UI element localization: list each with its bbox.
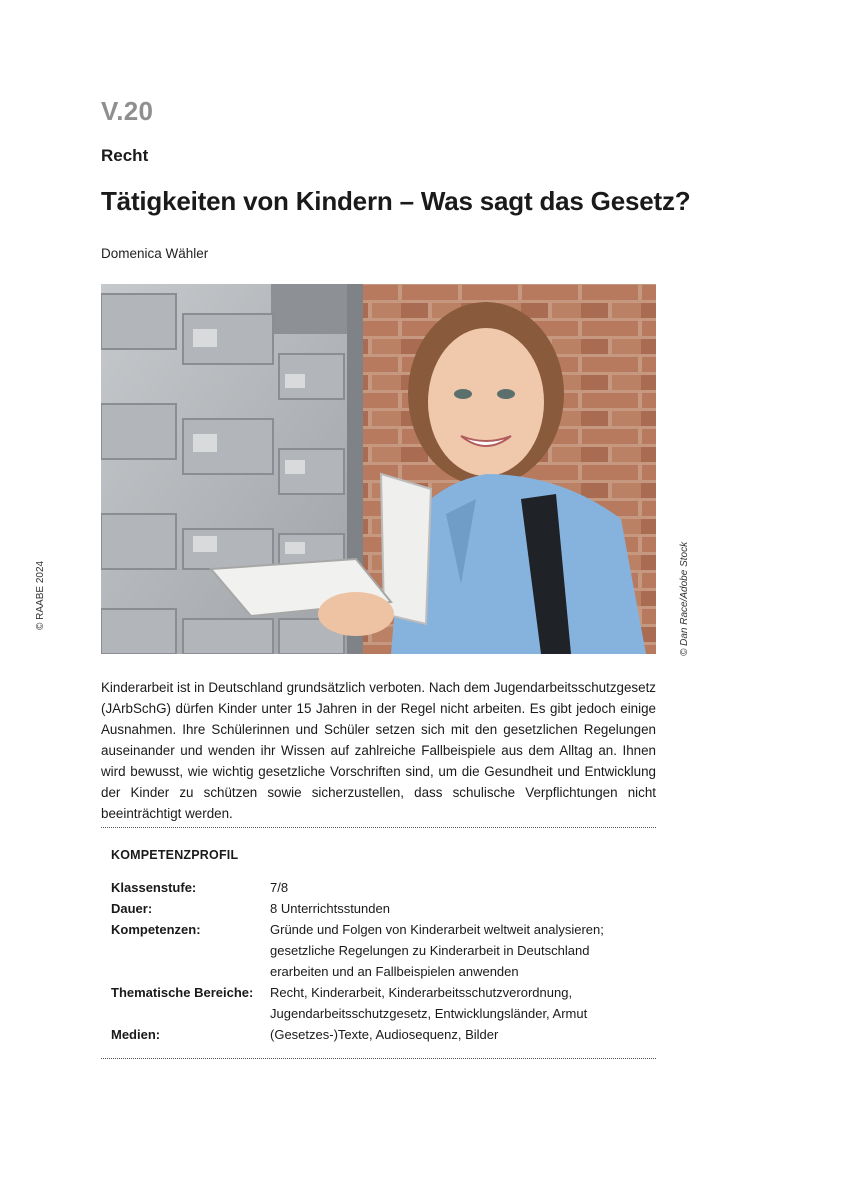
profile-value: Gründe und Folgen von Kinderarbeit weltweit analysieren; gesetzliche Regelungen zu Kinderarbeit in Deutschland erarbeiten und an Fallbeispielen anwenden <box>270 922 604 979</box>
girl-with-newspapers-illustration <box>101 284 656 654</box>
profile-value: (Gesetzes-)Texte, Audiosequenz, Bilder <box>270 1027 499 1042</box>
photo-credit: © Dan Race/Adobe Stock <box>679 541 690 656</box>
dotted-divider-bottom <box>101 1058 656 1059</box>
copyright-notice: © RAABE 2024 <box>35 560 46 630</box>
competence-profile-heading: KOMPETENZPROFIL <box>111 848 239 862</box>
profile-label: Dauer: <box>111 901 153 916</box>
profile-label: Medien: <box>111 1027 161 1042</box>
page-title: Tätigkeiten von Kindern – Was sagt das Gesetz? <box>101 186 691 216</box>
profile-label: Klassenstufe: <box>111 880 197 895</box>
author-name: Domenica Wähler <box>101 246 209 261</box>
profile-label: Thematische Bereiche: <box>111 985 254 1000</box>
subject-label: Recht <box>101 146 149 165</box>
profile-value: Recht, Kinderarbeit, Kinderarbeitsschutzverordnung, Jugendarbeitsschutzgesetz, Entwicklungsländer, Armut <box>270 985 588 1021</box>
dotted-divider-top <box>101 827 656 828</box>
profile-label: Kompetenzen: <box>111 922 201 937</box>
profile-value: 8 Unterrichtsstunden <box>270 901 390 916</box>
profile-value: 7/8 <box>270 880 289 895</box>
intro-paragraph: Kinderarbeit ist in Deutschland grundsätzlich verboten. Nach dem Jugendarbeitsschutzgesetz (JArbSchG) dürfen Kinder unter 15 Jahren in der Regel nicht arbeiten. Es gibt jedoch einige Ausnahmen. Ihre Schülerinnen und Schüler setzen sich mit den gesetzlichen Regelungen auseinander und wenden ihr Wissen auf zahlreiche Fallbeispiele aus dem Alltag an. Ihnen wird bewusst, wie wichtig gesetzliche Vorschriften sind, um die Gesundheit und Entwicklung der Kinder zu schützen sowie sicherzustellen, dass schulische Verpflichtungen nicht beeinträchtigt werden. <box>101 680 656 821</box>
unit-code: V.20 <box>101 96 154 126</box>
cover-photo <box>101 284 656 654</box>
